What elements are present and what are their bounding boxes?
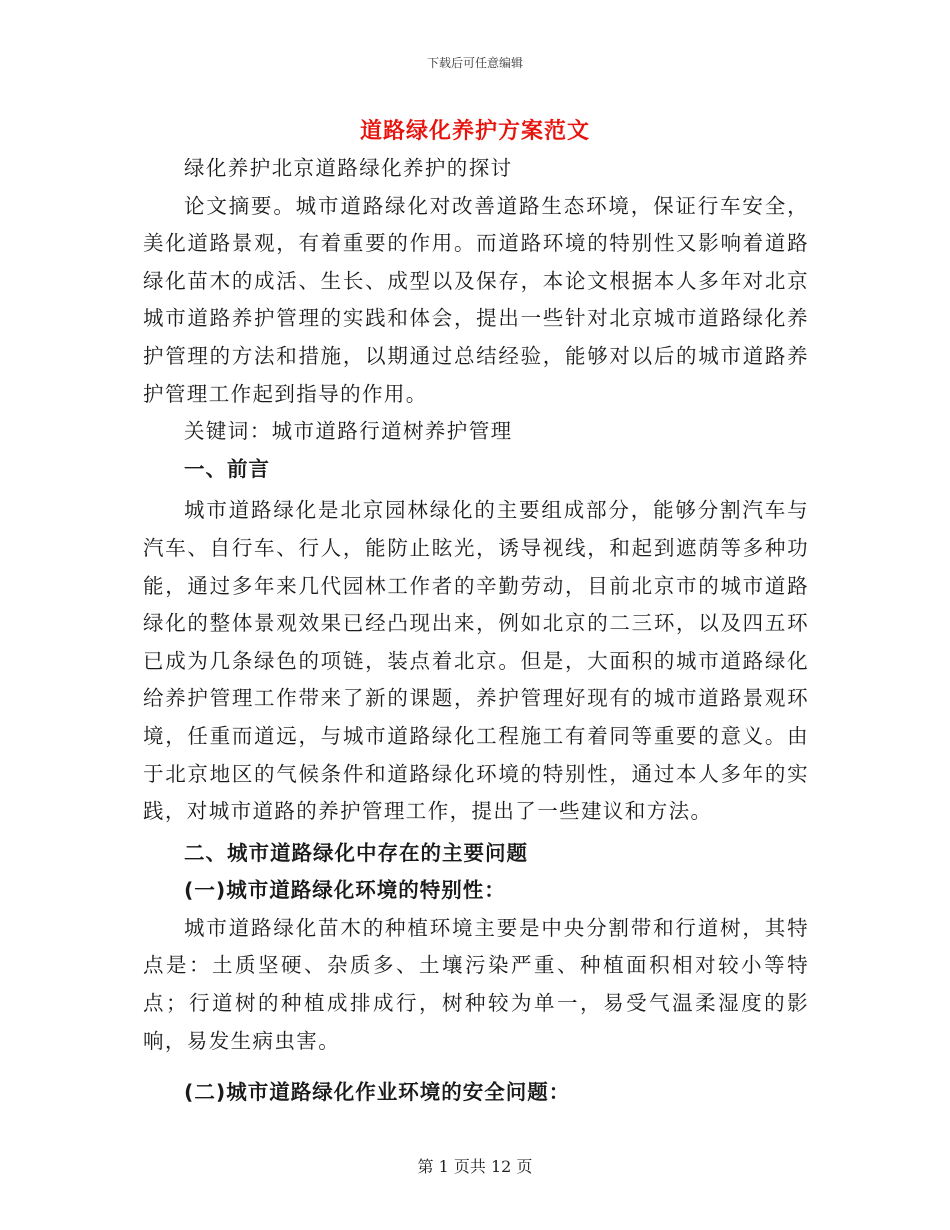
document-body (143, 150, 809, 1112)
subtitle-paragraph: 绿化养护北京道路绿化养护的探讨 (184, 156, 513, 180)
page-header-note: 下载后可任意编辑 (426, 56, 523, 70)
intro-paragraph: 城市道路绿化是北京园林绿化的主要组成部分，能够分割汽车与汽车、自行车、行人，能防止眩光，诱导视线，和起到遮荫等多种功能，通过多年来几代园林工作者的辛勤劳动，目前北京市的城市道路绿化的整体景观效果已经凸现出来，例如北京的二三环，以及四五环已成为几条绿色的项链，装点着北京。但是，大面积的城市道路绿化给养护管理工作带来了新的课题，养护管理好现有的城市道路景观环境，任重而道远，与城市道路绿化工程施工有着同等重要的意义。由于北京地区的气候条件和道路绿化环境的特别性，通过本人多年的实践，对城市道路的养护管理工作，提出了一些建议和方法。 (143, 498, 809, 824)
subsection-heading-safety: (二)城市道路绿化作业环境的安全问题： (184, 1080, 571, 1105)
document-title: 道路绿化养护方案范文 (359, 119, 590, 144)
page-footer: 第 1 页共 12 页 (417, 1157, 533, 1176)
section-heading-problems: 二、城市道路绿化中存在的主要问题 (184, 840, 528, 865)
keywords-paragraph: 关键词：城市道路行道树养护管理 (184, 419, 513, 444)
section-heading-preface: 一、前言 (184, 456, 270, 481)
subsection-heading-environment: (一)城市道路绿化环境的特别性： (184, 878, 506, 903)
environment-paragraph: 城市道路绿化苗木的种植环境主要是中央分割带和行道树，其特点是：土质坚硬、杂质多、土壤污染严重、种植面积相对较小等特点；行道树的种植成排成行，树种较为单一，易受气温柔湿度的影响，易发生病虫害。 (143, 915, 809, 1053)
abstract-paragraph: 论文摘要。城市道路绿化对改善道路生态环境，保证行车安全，美化道路景观，有着重要的作用。而道路环境的特别性又影响着道路绿化苗木的成活、生长、成型以及保存，本论文根据本人多年对北京城市道路养护管理的实践和体会，提出一些针对北京城市道路绿化养护管理的方法和措施，以期通过总结经验，能够对以后的城市道路养护管理工作起到指导的作用。 (143, 193, 809, 406)
